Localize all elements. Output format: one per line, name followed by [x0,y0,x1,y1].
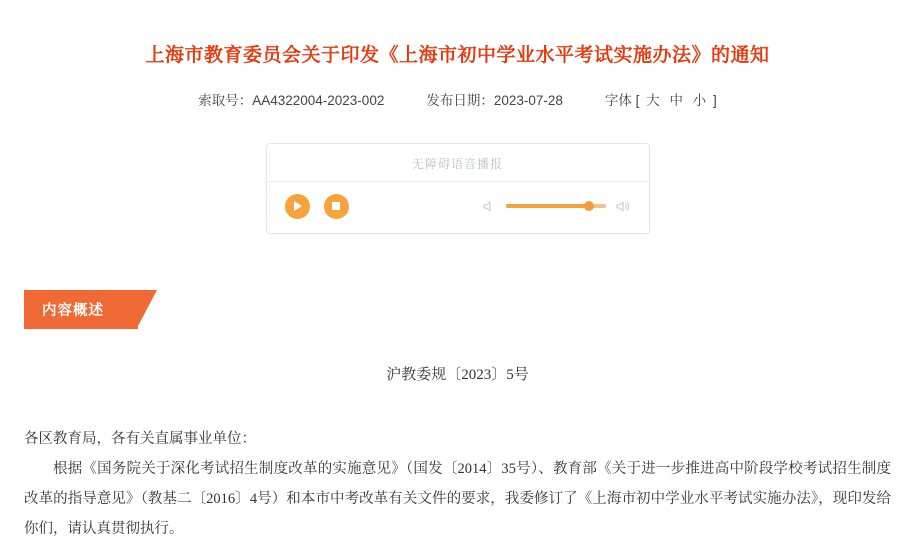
audio-player-title: 无障碍语音播报 [267,144,649,182]
font-size-small-button[interactable]: 小 [692,92,707,108]
document-body [24,424,891,544]
publish-date-label: 发布日期： [426,92,494,108]
volume-slider[interactable] [506,204,606,208]
stop-icon [332,202,340,210]
document-page [0,13,915,537]
font-size-control [605,89,717,109]
bracket-close: ] [713,92,717,108]
section-banner-container [0,290,915,329]
index-number-label: 索取号： [198,92,253,108]
section-banner: 内容概述 [24,290,138,329]
document-meta [0,89,915,109]
font-size-label: 字体 [604,92,632,108]
paragraph-salutation: 各区教育局，各有关直属事业单位： [24,430,256,447]
index-number-value: AA4322004-2023-002 [252,92,385,108]
audio-player [266,143,650,234]
volume-area [482,200,631,213]
play-button[interactable] [285,194,310,219]
document-number: 沪教委规〔2023〕5号 [386,366,529,383]
publish-date-value: 2023-07-28 [493,92,563,108]
audio-player-controls [267,182,649,233]
stop-button[interactable] [324,194,349,219]
font-size-medium-button[interactable]: 中 [669,92,683,108]
play-icon [294,201,302,211]
volume-mute-icon[interactable] [482,200,497,213]
bracket-open: [ [635,92,640,108]
publish-date [426,89,563,109]
font-size-large-button[interactable]: 大 [646,92,660,108]
paragraph-1: 根据《国务院关于深化考试招生制度改革的实施意见》（国发〔2014〕35号）、教育部《关于进一步推进高中阶段学校考试招生制度改革的指导意见》（教基二〔2016〕4号）和本市中考改革有关文件的要求，我委修订了《上海市初中学业水平考试实施办法》，现印发给你们，请认真贯彻执行。 [24,460,891,537]
index-number [198,89,384,109]
volume-slider-knob[interactable] [584,201,594,211]
volume-up-icon[interactable] [615,200,631,213]
page-title: 上海市教育委员会关于印发《上海市初中学业水平考试实施办法》的通知 [145,44,770,66]
audio-player-container [0,143,915,234]
volume-slider-fill [506,204,590,208]
